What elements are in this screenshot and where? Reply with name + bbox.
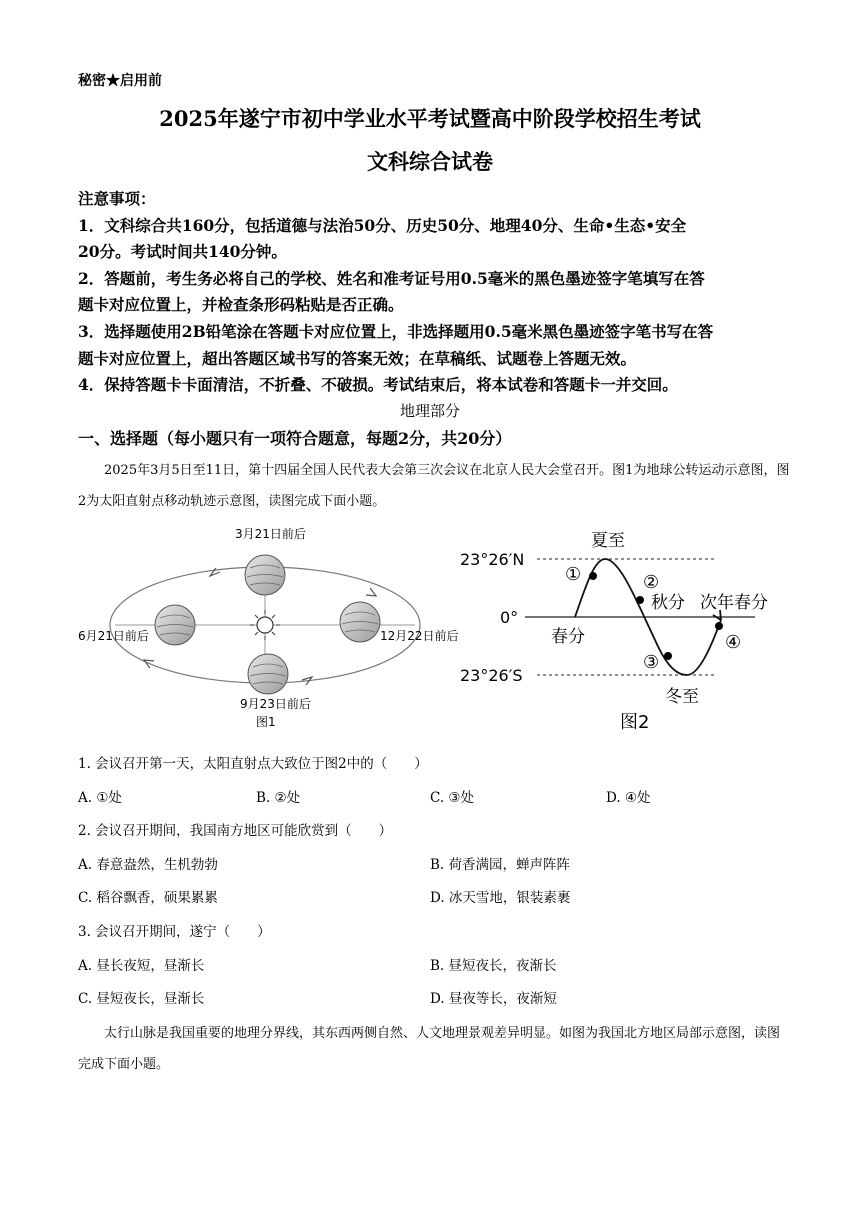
question-3-option-d: D. 昼夜等长，夜渐短 <box>430 991 557 1007</box>
notes-line: 题卡对应位置上，超出答题区域书写的答案无效；在草稿纸、试题卷上答题无效。 <box>78 348 637 368</box>
notes-line: 4．保持答题卡卡面清洁，不折叠、不破损。考试结束后，将本试卷和答题卡一并交回。 <box>78 375 678 395</box>
globe-icon <box>245 555 285 595</box>
fig2-summer-label: 夏至 <box>591 531 625 551</box>
notes-line: 20分。考试时间共140分钟。 <box>78 242 287 262</box>
fig1-caption: 图1 <box>256 715 276 729</box>
question-2-stem: 2. 会议召开期间，我国南方地区可能欣赏到（ ） <box>78 823 393 839</box>
question-2-option-a: A. 春意盎然，生机勃勃 <box>78 857 218 873</box>
fig1-right-label: 12月22日前后 <box>380 629 459 643</box>
part-title: 一、选择题（每小题只有一项符合题意，每题2分，共20分） <box>78 429 512 448</box>
question-1-option-d: D. ④处 <box>606 790 651 806</box>
exam-subtitle: 文科综合试卷 <box>367 149 493 174</box>
question-3-option-b: B. 昼短夜长，夜渐长 <box>430 958 557 974</box>
figure-2-sun-point-path <box>455 522 790 737</box>
fig2-north-label: 23°26′N <box>460 550 525 569</box>
fig2-marker-3: ③ <box>643 652 660 673</box>
notes-line: 2．答题前，考生务必将自己的学校、姓名和准考证号用0.5毫米的黑色墨迹签字笔填写在答 <box>78 268 705 288</box>
point-2 <box>636 596 644 604</box>
fig2-autumn-label: 秋分 <box>651 593 685 613</box>
question-2-option-c: C. 稻谷飘香，硕果累累 <box>78 890 218 906</box>
fig2-next-spring-label: 次年春分 <box>700 593 768 613</box>
intro-paragraph-2: 太行山脉是我国重要的地理分界线，其东西两侧自然、人文地理景观差异明显。如图为我国北方地区局部示意图，读图完成下面小题。 <box>78 1026 781 1072</box>
fig2-marker-4: ④ <box>725 632 742 653</box>
section-title: 地理部分 <box>399 402 460 420</box>
question-3-stem: 3. 会议召开期间，遂宁（ ） <box>78 924 271 940</box>
question-3-option-c: C. 昼短夜长，昼渐长 <box>78 991 205 1007</box>
notes-block <box>78 186 790 399</box>
notes-line: 题卡对应位置上，并检查条形码粘贴是否正确。 <box>78 295 404 315</box>
intro-paragraph-1: 2025年3月5日至11日，第十四届全国人民代表大会第三次会议在北京人民大会堂召开。图1为地球公转运动示意图，图2为太阳直射点移动轨迹示意图，读图完成下面小题。 <box>78 463 790 509</box>
notes-heading: 注意事项： <box>78 189 156 208</box>
point-3 <box>664 652 672 660</box>
fig1-left-label: 6月21日前后 <box>78 629 149 643</box>
question-1-option-c: C. ③处 <box>430 790 475 806</box>
figure-1-earth-orbit <box>70 522 470 737</box>
exam-title: 2025年遂宁市初中学业水平考试暨高中阶段学校招生考试 <box>159 106 701 131</box>
fig2-marker-2: ② <box>643 572 660 593</box>
point-1 <box>589 572 597 580</box>
fig1-bottom-label: 9月23日前后 <box>240 697 311 711</box>
notes-line: 1．文科综合共160分，包括道德与法治50分、历史50分、地理40分、生命•生态•安全 <box>78 215 687 235</box>
question-3-option-a: A. 昼长夜短，昼渐长 <box>78 958 205 974</box>
question-1-stem: 1. 会议召开第一天，太阳直射点大致位于图2中的（ ） <box>78 756 428 772</box>
fig1-top-label: 3月21日前后 <box>235 527 306 541</box>
globe-icon <box>155 605 195 645</box>
fig2-south-label: 23°26′S <box>460 666 523 685</box>
fig2-marker-1: ① <box>565 564 582 585</box>
fig2-spring-label: 春分 <box>551 627 585 647</box>
point-4 <box>715 622 723 630</box>
question-2-option-b: B. 荷香满园，蝉声阵阵 <box>430 857 571 873</box>
globe-icon <box>340 602 380 642</box>
globe-icon <box>248 654 288 694</box>
question-1-option-a: A. ①处 <box>78 790 122 806</box>
question-2-option-d: D. 冰天雪地，银装素裹 <box>430 890 571 906</box>
question-1-option-b: B. ②处 <box>256 790 301 806</box>
secret-label: 秘密★启用前 <box>78 73 162 89</box>
fig2-caption: 图2 <box>620 712 650 733</box>
fig2-equator-label: 0° <box>500 608 519 627</box>
notes-line: 3．选择题使用2B铅笔涂在答题卡对应位置上，非选择题用0.5毫米黑色墨迹签字笔书写在答 <box>78 321 714 341</box>
fig2-winter-label: 冬至 <box>665 687 699 707</box>
